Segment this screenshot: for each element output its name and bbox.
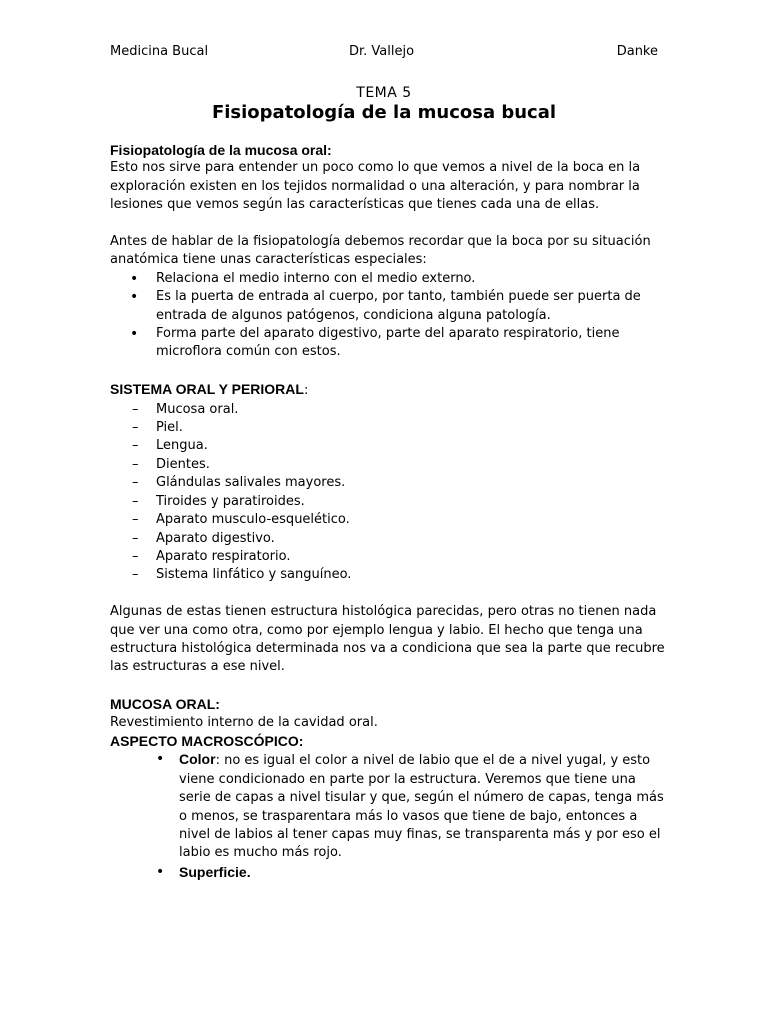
list-item: – Dientes. <box>110 456 670 474</box>
list-item: – Tiroides y paratiroides. <box>110 493 670 511</box>
list-item-color <box>110 750 670 862</box>
list-item: – Aparato respiratorio. <box>110 548 670 566</box>
document-body <box>110 141 670 883</box>
spacer <box>110 215 670 233</box>
title-block <box>0 84 768 124</box>
list-item: – Piel. <box>110 419 670 437</box>
list-item: • Forma parte del aparato digestivo, parte del aparato respiratorio, tiene microflora común con estos. <box>110 325 670 362</box>
spacer <box>110 677 670 695</box>
list-item: – Glándulas salivales mayores. <box>110 474 670 492</box>
list-item: – Aparato musculo-esquelético. <box>110 511 670 529</box>
heading-colon: : <box>303 383 309 399</box>
section-heading-mucosa: MUCOSA ORAL: <box>110 696 220 713</box>
list-item-superficie <box>110 863 670 883</box>
header-professor: Dr. Vallejo <box>349 44 415 59</box>
list-item: – Aparato digestivo. <box>110 530 670 548</box>
topic-number: TEMA 5 <box>356 85 412 101</box>
list-item: – Sistema linfático y sanguíneo. <box>110 566 670 584</box>
section-heading-text: SISTEMA ORAL Y PERIORAL <box>110 381 304 398</box>
term-color: Color <box>179 751 216 768</box>
term-superficie: Superficie. <box>179 863 251 880</box>
list-item: – Lengua. <box>110 437 670 455</box>
list-item: • Es la puerta de entrada al cuerpo, por tanto, también puede ser puerta de entrada de algunos patógenos, condiciona alguna patología. <box>110 288 670 325</box>
term-color-text: : no es igual el color a nivel de labio que el de a nivel yugal, y esto viene condicionado en parte por la estructura. Veremos que tiene una serie de capas a nivel tisular y que, según el número de capas, tenga más o menos, se trasparentara más lo vasos que tiene de bajo, entonces a nivel de labios al tener capas muy finas, se transparenta más y por eso el labio es mucho más rojo. <box>179 753 664 861</box>
paragraph-definicion: Revestimiento interno de la cavidad oral. <box>110 714 378 730</box>
paragraph-intro: Esto nos sirve para entender un poco como lo que vemos a nivel de la boca en la exploración existen en los tejidos normalidad o una alteración, y para nombrar la lesiones que vemos según las características que tienes cada una de ellas. <box>110 160 641 213</box>
page-title: Fisiopatología de la mucosa bucal <box>211 102 557 123</box>
list-item: • Relaciona el medio interno con el medio externo. <box>110 270 670 288</box>
bullet-list-aspecto <box>110 750 670 883</box>
section-heading-fisiopatologia: Fisiopatología de la mucosa oral: <box>110 142 332 158</box>
spacer <box>110 585 670 603</box>
list-item: – Mucosa oral. <box>110 401 670 419</box>
bullet-list-caracteristicas <box>110 270 670 362</box>
header-author: Danke <box>616 44 658 59</box>
paragraph-histologia: Algunas de estas tienen estructura histológica parecidas, pero otras no tienen nada que ver una como otra, como por ejemplo lengua y labio. El hecho que tenga una estructura histológica determinada nos va a condiciona que sea la parte que recubre las estructuras a ese nivel. <box>110 604 665 675</box>
paragraph-caracteristicas: Antes de hablar de la fisiopatología debemos recordar que la boca por su situación anatómica tiene unas características especiales: <box>110 234 651 268</box>
dash-list-sistema <box>110 401 670 585</box>
section-heading-sistema <box>110 380 670 400</box>
spacer <box>110 362 670 380</box>
subheading-aspecto: ASPECTO MACROSCÓPICO: <box>110 732 304 749</box>
header-course: Medicina Bucal <box>110 44 209 59</box>
